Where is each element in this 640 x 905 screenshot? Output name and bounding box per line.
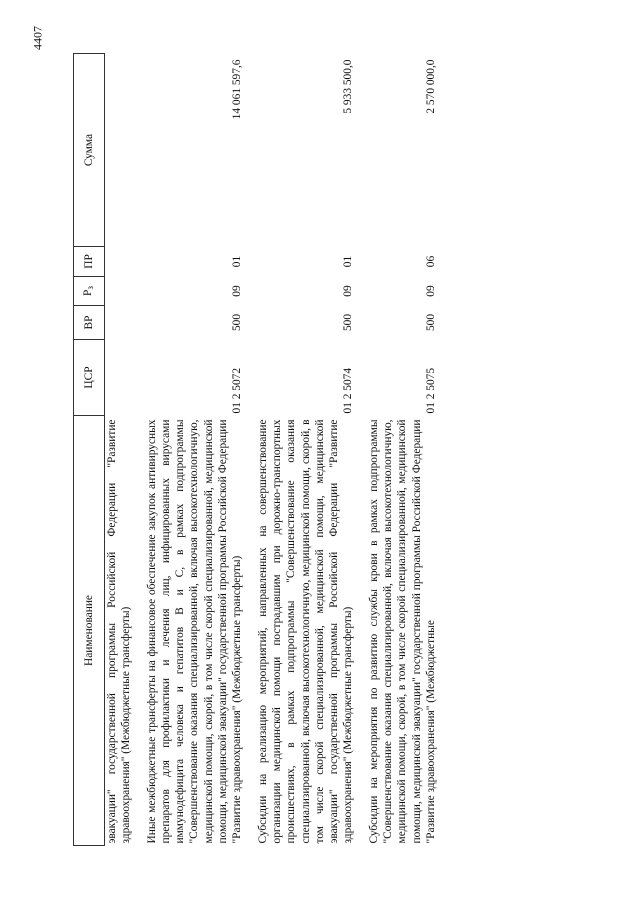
row-name: Субсидии на реализацию мероприятий, направленных на совершенствование организации медицинской помощи пострадавшим при дорожно-транспортных происшествиях, в рамках подпрограммы "Совершенствование оказания специализированной, включая высокотехнологичную, медицинской помощи, скорой, в том числе скорой специализированной, медицинской помощи, медицинской эвакуации" государственной программы Российской Федерации "Развитие здравоохранения" (Межбюджетные трансферты) bbox=[256, 419, 355, 844]
row-rz: 09 bbox=[231, 285, 244, 297]
row-name: Иные межбюджетные трансферты на финансовое обеспечение закупок антивирусных препаратов для профилактики и лечения лиц, инфицированных вирусами иммунодефицита человека и гепатитов B и C, в рамках подпрограммы "Совершенствование оказания специализированной, включая высокотехнологичную, медицинской помощи, скорой, в том числе скорой специализированной, медицинской помощи, медицинской эвакуации" государственной программы Российской Федерации "Развитие здравоохранения" (Межбюджетные трансферты) bbox=[145, 419, 244, 844]
row-sum: 14 061 597,6 bbox=[231, 59, 244, 120]
row-pr: 01 bbox=[342, 255, 355, 268]
row-vr: 500 bbox=[424, 313, 437, 332]
row-pr bbox=[105, 247, 141, 277]
header-vr: ВР bbox=[74, 306, 105, 340]
row-rz: 09 bbox=[342, 285, 355, 297]
row-rz bbox=[105, 277, 141, 306]
row-vr: 500 bbox=[342, 313, 355, 332]
row-sum: 5 933 500,0 bbox=[342, 59, 355, 114]
header-rz bbox=[74, 277, 105, 306]
row-csr bbox=[105, 340, 141, 416]
row-vr bbox=[105, 306, 141, 340]
row-name: эвакуации" государственной программы Российской Федерации "Развитие здравоохранения" (Межбюджетные трансферты) bbox=[106, 419, 133, 844]
header-csr: ЦСР bbox=[74, 340, 105, 416]
row-vr: 500 bbox=[231, 313, 244, 332]
row-pr: 06 bbox=[424, 255, 437, 268]
table-row bbox=[141, 54, 252, 846]
page-number: 4407 bbox=[30, 26, 45, 50]
row-sum: 2 570 000,0 bbox=[424, 59, 437, 114]
row-csr: 01 2 5075 bbox=[424, 367, 437, 414]
page-number-box bbox=[18, 18, 58, 58]
budget-table-page bbox=[73, 54, 578, 846]
header-row bbox=[74, 54, 105, 846]
row-pr: 01 bbox=[231, 255, 244, 268]
row-csr: 01 2 5074 bbox=[342, 367, 355, 414]
row-name: Субсидии на мероприятия по развитию службы крови в рамках подпрограммы "Совершенствование оказания специализированной, включая высокотехнологичную, медицинской помощи, скорой, в том числе скорой специализированной, медицинской помощи, медицинской эвакуации" государственной программы Российской Федерации "Развитие здравоохранения" (Межбюджетные bbox=[367, 419, 437, 844]
header-sum: Сумма bbox=[74, 54, 105, 247]
table-row bbox=[105, 54, 141, 846]
header-pr: ПР bbox=[74, 247, 105, 277]
row-sum bbox=[105, 54, 141, 247]
header-name: Наименование bbox=[74, 416, 105, 846]
table-row bbox=[252, 54, 363, 846]
header-rz-main: Р bbox=[81, 289, 94, 296]
table-row bbox=[363, 54, 445, 846]
row-csr: 01 2 5072 bbox=[231, 367, 244, 414]
header-rz-sub: з bbox=[84, 286, 95, 290]
table-body bbox=[105, 54, 446, 846]
table-header bbox=[74, 54, 105, 846]
row-rz: 09 bbox=[424, 285, 437, 297]
budget-table bbox=[73, 53, 445, 846]
